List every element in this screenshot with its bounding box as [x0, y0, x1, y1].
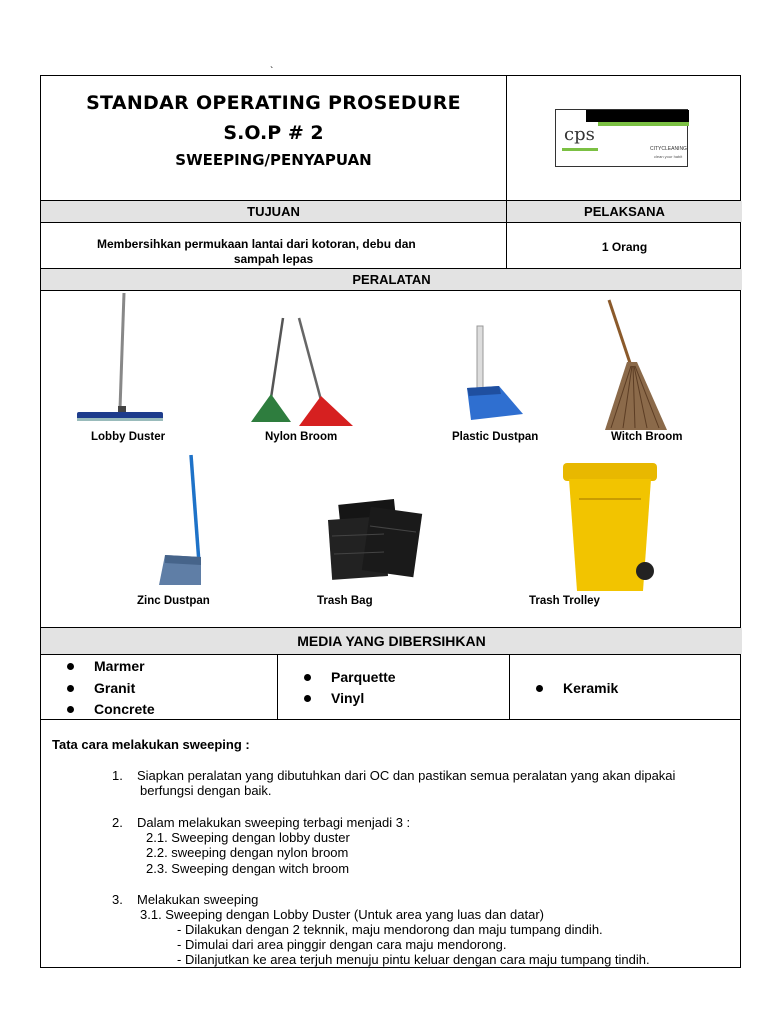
step-3-line-1: Melakukan sweeping	[137, 892, 259, 907]
media-item: Concrete	[67, 701, 155, 717]
media-item: Vinyl	[304, 690, 364, 706]
pelaksana-label: PELAKSANA	[584, 204, 665, 219]
sop-number: S.O.P # 2	[223, 122, 324, 144]
nylon-broom-icon	[247, 314, 357, 434]
pelaksana-header	[507, 201, 742, 222]
tujuan-text	[41, 237, 506, 267]
logo-band	[586, 110, 689, 122]
equipment-caption-witch-broom: Witch Broom	[611, 431, 683, 443]
step-2-sub: 2.3. Sweeping dengan witch broom	[146, 861, 350, 876]
step-1-line-1: Siapkan peralatan yang dibutuhkan dari OC dan pastikan semua peralatan yang akan dipakai	[137, 768, 676, 783]
equipment-caption-trash-trolley: Trash Trolley	[529, 595, 600, 607]
step-3-bullet: - Dilakukan dengan 2 teknnik, maju mendorong dan maju tumpang dindih.	[177, 922, 603, 937]
logo-underline	[562, 148, 598, 151]
tujuan-label: TUJUAN	[247, 204, 300, 219]
media-label: MEDIA YANG DIBERSIHKAN	[297, 633, 486, 649]
zinc-dustpan-icon	[151, 451, 211, 591]
witch-broom-icon	[601, 296, 681, 436]
tick-mark: `	[270, 66, 274, 77]
trash-bag-icon	[326, 496, 426, 586]
step-2-sub: 2.1. Sweeping dengan lobby duster	[146, 830, 350, 845]
step-number: 2.	[112, 815, 123, 830]
peralatan-header	[41, 269, 742, 290]
bullet-icon	[536, 685, 543, 692]
step-number: 3.	[112, 892, 123, 907]
plastic-dustpan-icon	[461, 324, 531, 424]
media-item: Marmer	[67, 658, 145, 674]
equipment-caption-zinc-dustpan: Zinc Dustpan	[137, 595, 210, 607]
procedure-heading: Tata cara melakukan sweeping :	[52, 737, 250, 752]
tujuan-line-1: Membersihkan permukaan lantai dari kotoran, debu dan	[97, 237, 416, 251]
logo-wordmark: cps	[564, 124, 595, 145]
logo-stripe	[598, 122, 689, 126]
page-title: STANDAR OPERATING PROSEDURE	[86, 92, 461, 114]
logo-tagline: CITYCLEANING	[650, 146, 687, 152]
step-2-line-1: Dalam melakukan sweeping terbagi menjadi 3 :	[137, 815, 411, 830]
bullet-icon	[67, 663, 74, 670]
equipment-caption-lobby-duster: Lobby Duster	[91, 431, 166, 443]
bullet-icon	[304, 674, 311, 681]
tujuan-header	[41, 201, 506, 222]
header-title-cell	[41, 76, 506, 200]
company-logo	[555, 109, 688, 167]
bullet-icon	[67, 685, 74, 692]
trash-trolley-icon	[559, 459, 659, 599]
equipment-caption-plastic-dustpan: Plastic Dustpan	[452, 431, 539, 443]
step-1-line-2: berfungsi dengan baik.	[140, 783, 272, 798]
equipment-caption-nylon-broom: Nylon Broom	[265, 431, 338, 443]
logo-slogan: clean your habit	[654, 154, 683, 159]
step-3-bullet: - Dimulai dari area pinggir dengan cara maju mendorong.	[177, 937, 507, 952]
peralatan-label: PERALATAN	[352, 272, 431, 287]
pelaksana-value: 1 Orang	[601, 240, 648, 254]
step-number: 1.	[112, 768, 123, 783]
sop-document	[40, 75, 741, 968]
bullet-icon	[304, 695, 311, 702]
step-3-bullet: - Dilanjutkan ke area terjuh menuju pintu keluar dengan cara maju tumpang tindih.	[177, 952, 650, 967]
step-2-sub: 2.2. sweeping dengan nylon broom	[146, 845, 349, 860]
tujuan-line-2: sampah lepas	[233, 252, 314, 266]
page-subtitle: SWEEPING/PENYAPUAN	[175, 151, 372, 169]
media-item: Granit	[67, 680, 135, 696]
bullet-icon	[67, 706, 74, 713]
media-item: Keramik	[536, 680, 618, 696]
lobby-duster-icon	[75, 291, 165, 431]
media-header	[41, 628, 742, 654]
equipment-caption-trash-bag: Trash Bag	[317, 595, 373, 607]
media-item: Parquette	[304, 669, 396, 685]
step-3-sub: 3.1. Sweeping dengan Lobby Duster (Untuk area yang luas dan datar)	[140, 907, 544, 922]
